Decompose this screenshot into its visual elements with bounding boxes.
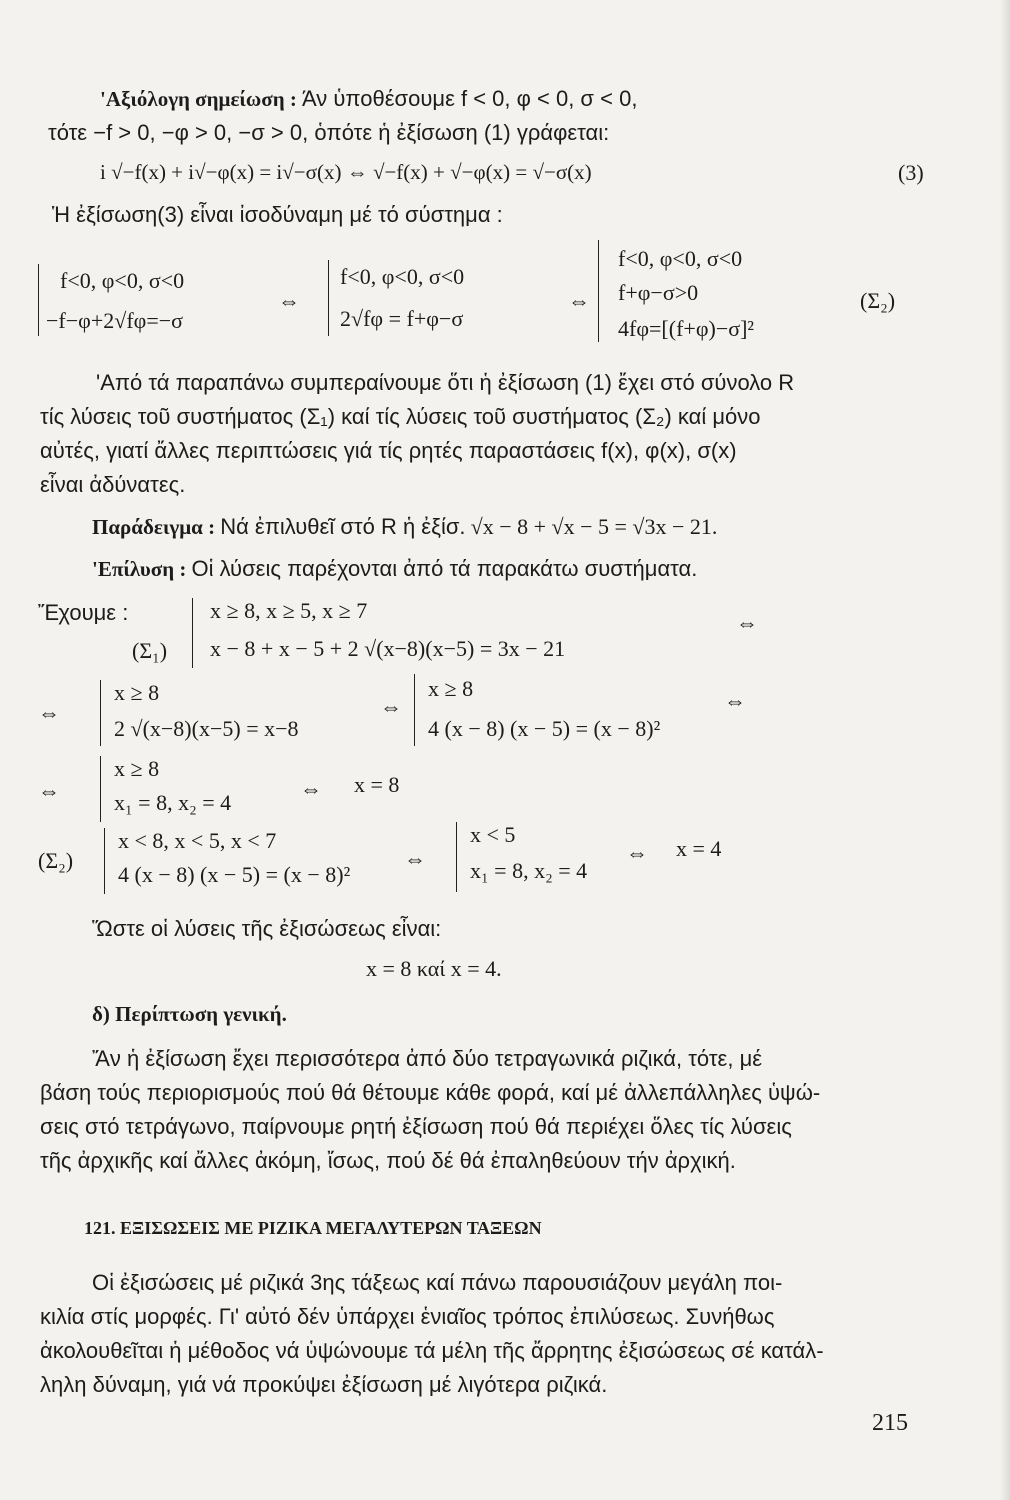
example-equation: √x − 8 + √x − 5 = √3x − 21.: [470, 514, 718, 539]
note-line-2: τότε −f > 0, −φ > 0, −σ > 0, ὁπότε ἡ ἐξίσωση (1) γράφεται:: [48, 120, 610, 145]
row2-trailing-arrow: ⇔: [724, 688, 746, 713]
section-121-line-4: ληλη δύναμη, γιά νά προκύψει ἐξίσωση μέ λιγότερα ριζικά.: [40, 1372, 608, 1397]
brace-s1: [192, 598, 193, 668]
note-line-1: [100, 86, 637, 112]
s2-trailing-arrow: ⇔: [626, 840, 648, 865]
row2b-line-2: 4 (x − 8) (x − 5) = (x − 8)²: [428, 716, 661, 741]
example-text: Νά ἐπιλυθεῖ στό R ἡ ἐξίσ.: [220, 514, 466, 539]
solution-label: 'Επίλυση :: [92, 557, 187, 581]
row2-arrow: ⇔: [38, 700, 60, 725]
equation-3: i √−f(x) + i√−φ(x) = i√−σ(x) ⇔ √−f(x) + √−φ(x) = √−σ(x): [100, 160, 592, 184]
row2a-line-1: x ≥ 8: [114, 680, 160, 705]
conclusion-line-4: εἶναι ἀδύνατες.: [40, 472, 186, 497]
brace-c: [598, 240, 599, 342]
brace-row2b: [414, 674, 415, 746]
example-label: Παράδειγμα :: [92, 515, 216, 539]
section-121-line-1: Οἱ ἐξισώσεις μέ ριζικά 3ης τάξεως καί πάνω παρουσιάζουν μεγάλη ποι-: [92, 1270, 783, 1295]
s2b-line-1: x < 5: [470, 822, 516, 847]
conclusion-line-3: αὐτές, γιατί ἄλλες περιπτώσεις γιά τίς ρητές παραστάσεις f(x), φ(x), σ(x): [40, 438, 737, 463]
delta-line-2: βάση τούς περιορισμούς πού θά θέτουμε κάθε φορά, καί μέ ἀλλεπάλληλες ὑψώ-: [40, 1080, 821, 1105]
brace-row2a: [100, 680, 101, 746]
brace-a: [38, 264, 39, 336]
section-121-heading: 121. ΕΞΙΣΩΣΕΙΣ ΜΕ ΡΙΖΙΚΑ ΜΕΓΑΛΥΤΕΡΩΝ ΤΑΞΕΩΝ: [84, 1218, 542, 1238]
delta-line-4: τῆς ἀρχικῆς καί ἄλλες ἀκόμη, ἴσως, πού δέ θά ἐπαληθεύουν τήν ἀρχική.: [40, 1148, 736, 1173]
row3-result: x = 8: [354, 772, 400, 797]
s2-result: x = 4: [676, 836, 722, 861]
section-121-line-3: ἀκολουθεῖται ἡ μέθοδος νά ὑψώνουμε τά μέλη τῆς ἄρρητης ἐξισώσεως σέ κατάλ-: [40, 1338, 824, 1363]
system-a-line-2: −f−φ+2√fφ=−σ: [46, 308, 184, 333]
brace-row3: [100, 756, 101, 822]
page-number: 215: [872, 1410, 908, 1436]
row3-line-2: x₁ = 8, x₂ = 4: [114, 790, 232, 815]
s2-line-1: x < 8, x < 5, x < 7: [118, 828, 277, 853]
s2-label: (Σ₂): [38, 848, 74, 873]
section-121-line-2: κιλία στίς μορφές. Γι' αὐτό δέν ὑπάρχει ἑνιαῖος τρόπος ἐπιλύσεως. Συνήθως: [40, 1304, 775, 1329]
equivalence-arrow: ⇔: [568, 288, 590, 313]
s1-label: (Σ₁): [132, 638, 168, 663]
row3-arrow: ⇔: [38, 778, 60, 803]
brace-b: [328, 260, 329, 336]
s1-line-1: x ≥ 8, x ≥ 5, x ≥ 7: [210, 598, 368, 623]
solution-line: [92, 556, 697, 582]
equivalence-text: Ἡ ἐξίσωση(3) εἶναι ἰσοδύναμη μέ τό σύστημα :: [52, 202, 503, 227]
equation-3-number: (3): [898, 160, 924, 185]
delta-line-1: Ἄν ἡ ἐξίσωση ἔχει περισσότερα ἀπό δύο τετραγωνικά ριζικά, τότε, μέ: [92, 1046, 763, 1071]
delta-heading: δ) Περίπτωση γενική.: [92, 1002, 287, 1026]
delta-line-3: σεις στό τετράγωνο, παίρνουμε ρητή ἐξίσωση πού θά περιέχει ὅλες τίς λύσεις: [40, 1114, 792, 1139]
row2a-line-2: 2 √(x−8)(x−5) = x−8: [114, 716, 299, 741]
s2b-line-2: x₁ = 8, x₂ = 4: [470, 858, 588, 883]
final-text: Ὥστε οἱ λύσεις τῆς ἐξισώσεως εἶναι:: [92, 916, 442, 941]
s1-line-2: x − 8 + x − 5 + 2 √(x−8)(x−5) = 3x − 21: [210, 636, 566, 661]
s1-trailing-arrow: ⇔: [736, 610, 758, 635]
system-a-line-1: f<0, φ<0, σ<0: [60, 268, 185, 293]
conclusion-line-2: τίς λύσεις τοῦ συστήματος (Σ₁) καί τίς λύσεις τοῦ συστήματος (Σ₂) καί μόνο: [40, 404, 761, 429]
solution-text: Οἱ λύσεις παρέχονται ἀπό τά παρακάτω συστήματα.: [191, 556, 698, 581]
row3-line-1: x ≥ 8: [114, 756, 160, 781]
system-label: (Σ₂): [860, 288, 896, 313]
row2-mid-arrow: ⇔: [380, 694, 402, 719]
row3-mid-arrow: ⇔: [300, 776, 322, 801]
system-c-line-3: 4fφ=[(f+φ)−σ]²: [618, 316, 755, 341]
system-c-line-2: f+φ−σ>0: [618, 280, 699, 305]
echoume-label: Ἔχουμε :: [38, 600, 129, 625]
final-result: x = 8 καί x = 4.: [366, 956, 502, 981]
brace-s2: [104, 828, 105, 894]
brace-s2b: [456, 822, 457, 892]
note-text-1: Άν ὑποθέσουμε f < 0, φ < 0, σ < 0,: [301, 86, 638, 111]
page-edge-shadow: [1000, 0, 1010, 1500]
system-b-line-1: f<0, φ<0, σ<0: [340, 264, 465, 289]
s2-line-2: 4 (x − 8) (x − 5) = (x − 8)²: [118, 862, 351, 887]
row2b-line-1: x ≥ 8: [428, 676, 474, 701]
s2-mid-arrow: ⇔: [404, 846, 426, 871]
equivalence-arrow: ⇔: [278, 288, 300, 313]
example-line: [92, 514, 717, 540]
conclusion-line-1: 'Από τά παραπάνω συμπεραίνουμε ὅτι ἡ ἐξίσωση (1) ἔχει στό σύνολο R: [96, 370, 795, 395]
system-c-line-1: f<0, φ<0, σ<0: [618, 246, 743, 271]
system-b-line-2: 2√fφ = f+φ−σ: [340, 306, 464, 331]
note-label: 'Αξιόλογη σημείωση :: [100, 87, 297, 111]
